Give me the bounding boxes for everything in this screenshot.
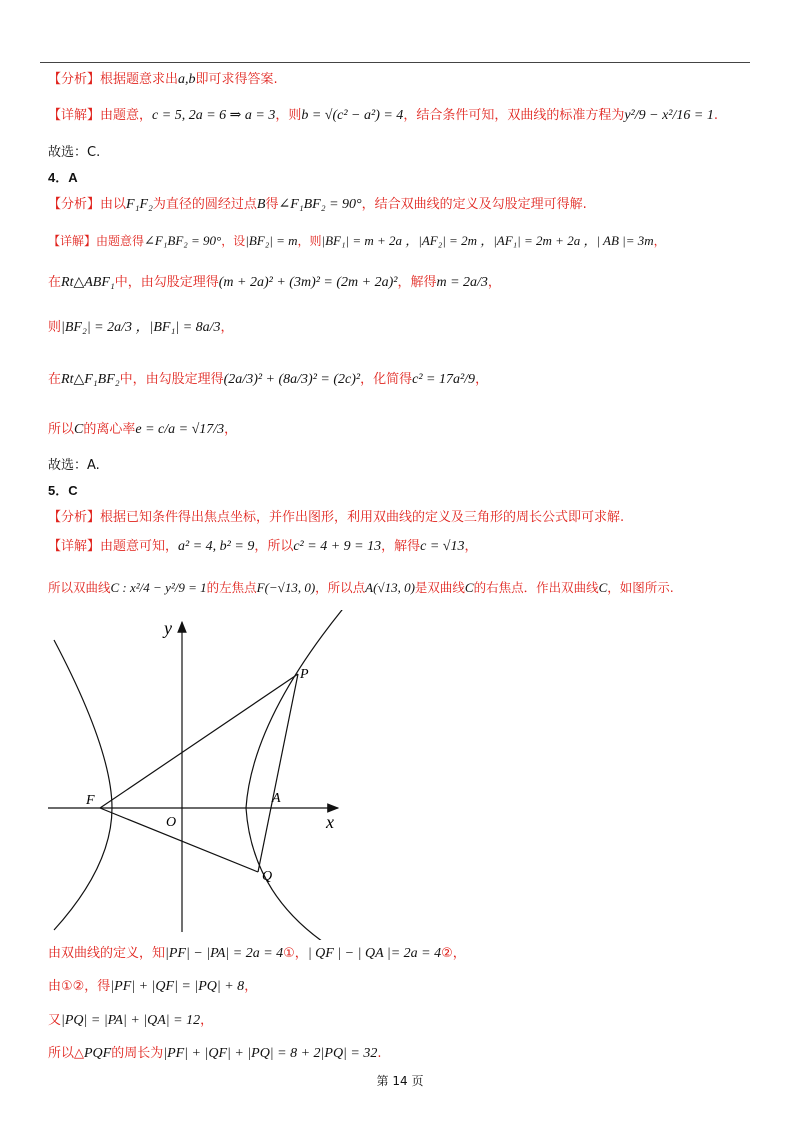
page-footer: 第 14 页 bbox=[376, 1074, 424, 1088]
analysis-tag: 【分析】 bbox=[48, 510, 101, 525]
analysis-line-3 bbox=[48, 70, 278, 90]
label-Q: Q bbox=[262, 869, 273, 884]
number: 5．C bbox=[48, 483, 78, 498]
text: 的离心率 bbox=[83, 422, 136, 437]
math: a² = 4, b² = 9 bbox=[178, 539, 255, 554]
text: 中，由勾股定理得 bbox=[114, 275, 219, 290]
problem-number-5 bbox=[48, 481, 78, 502]
text: ，设 bbox=[221, 234, 246, 248]
label-x: x bbox=[326, 812, 334, 832]
label-F: F bbox=[86, 793, 95, 808]
number: 4．A bbox=[48, 170, 78, 185]
label-P: P bbox=[300, 667, 309, 682]
text: ，结合条件可知，双曲线的标准方程为 bbox=[403, 108, 625, 123]
math: C : x²/4 − y²/9 = 1 bbox=[110, 580, 207, 595]
math: F(−√13, 0) bbox=[256, 580, 316, 595]
math: |PF| + |QF| = |PQ| + 8 bbox=[110, 979, 245, 994]
detail-line-4 bbox=[48, 231, 666, 251]
text: ， bbox=[475, 372, 489, 387]
text: . bbox=[713, 108, 718, 123]
text: 故选：A. bbox=[48, 458, 100, 473]
analysis-tag: 【分析】 bbox=[48, 72, 101, 87]
text: 是双曲线 bbox=[414, 580, 465, 595]
math: m = 2a/3 bbox=[436, 275, 488, 290]
text: ①， bbox=[283, 946, 308, 961]
math: |PQ| = |PA| + |QA| = 12 bbox=[61, 1013, 201, 1028]
math: C bbox=[598, 580, 608, 595]
text: ，解得 bbox=[397, 275, 437, 290]
text: ，所以点 bbox=[315, 580, 366, 595]
math: ∠F₁BF₂ = 90° bbox=[144, 233, 222, 248]
text: 又 bbox=[48, 1013, 62, 1028]
text: ， bbox=[487, 275, 501, 290]
label-A: A bbox=[272, 791, 281, 806]
text: ②， bbox=[441, 946, 466, 961]
text: ， bbox=[244, 979, 258, 994]
math: b = √(c² − a²) = 4 bbox=[301, 108, 404, 123]
text: ，所以 bbox=[254, 539, 294, 554]
math: c = √13 bbox=[420, 539, 465, 554]
text: ，如图所示. bbox=[607, 580, 674, 595]
detail-tag: 【详解】 bbox=[48, 234, 97, 248]
text: ， bbox=[464, 539, 478, 554]
label-O: O bbox=[166, 815, 177, 830]
segment-FQ bbox=[100, 808, 258, 872]
text: 的右焦点．作出双曲线 bbox=[473, 580, 599, 595]
text: 由双曲线的定义，知 bbox=[48, 946, 166, 961]
text: 在 bbox=[48, 372, 62, 387]
hyperbola-right-branch bbox=[246, 610, 346, 940]
text: 得 bbox=[265, 197, 279, 212]
detail-line-5b bbox=[48, 578, 674, 598]
segment-FP bbox=[100, 674, 298, 808]
math: Rt△F₁BF₂ bbox=[61, 372, 120, 387]
hyperbola-figure bbox=[40, 610, 360, 940]
analysis-tag: 【分析】 bbox=[48, 197, 101, 212]
analysis-line-5 bbox=[48, 508, 624, 528]
detail-line-4d bbox=[48, 370, 488, 390]
segment-PQ bbox=[258, 674, 298, 872]
detail-line-5 bbox=[48, 537, 478, 557]
text: 所以双曲线 bbox=[48, 580, 111, 595]
math: Rt△ABF₁ bbox=[61, 275, 115, 290]
text: 根据已知条件得出焦点坐标，并作出图形，利用双曲线的定义及三角形的周长公式即可求解. bbox=[100, 510, 625, 525]
text: ， bbox=[200, 1013, 214, 1028]
detail-tag: 【详解】 bbox=[48, 539, 101, 554]
math: |PF| − |PA| = 2a = 4 bbox=[165, 946, 284, 961]
hyperbola-left-branch bbox=[54, 640, 112, 930]
text: 在 bbox=[48, 275, 62, 290]
text: 根据题意求出 bbox=[100, 72, 179, 87]
label-y: y bbox=[164, 618, 172, 638]
math: |BF₁| = m + 2a ，|AF₂| = 2m ，|AF₁| = 2m + 2a ，| AB |= 3m bbox=[321, 233, 654, 248]
text: 为直径的圆经过点 bbox=[152, 197, 257, 212]
text: 由①②，得 bbox=[48, 979, 111, 994]
math: a,b bbox=[178, 72, 196, 87]
text: ， bbox=[220, 320, 234, 335]
detail-line-5d bbox=[48, 977, 257, 997]
text: 故选：C. bbox=[48, 145, 101, 160]
detail-line-3 bbox=[48, 106, 718, 126]
answer-line-4 bbox=[48, 456, 100, 476]
text: 的左焦点 bbox=[206, 580, 257, 595]
header-rule bbox=[40, 62, 750, 63]
answer-line-3 bbox=[48, 143, 100, 163]
math: | QF | − | QA |= 2a = 4 bbox=[307, 946, 442, 961]
math: y²/9 − x²/16 = 1 bbox=[624, 108, 714, 123]
math: A(√13, 0) bbox=[365, 580, 415, 595]
text: 由以 bbox=[100, 197, 127, 212]
math: e = c/a = √17/3 bbox=[135, 422, 225, 437]
math: (2a/3)² + (8a/3)² = (2c)² bbox=[223, 372, 361, 387]
text: 则 bbox=[48, 320, 62, 335]
math: B bbox=[256, 197, 266, 212]
text: 由题意可知， bbox=[100, 539, 179, 554]
text: ，则 bbox=[297, 234, 322, 248]
detail-line-5c bbox=[48, 944, 466, 964]
text: ，解得 bbox=[381, 539, 421, 554]
detail-line-5f bbox=[48, 1044, 382, 1064]
text: ， bbox=[224, 422, 238, 437]
analysis-line-4 bbox=[48, 195, 587, 215]
detail-line-5e bbox=[48, 1011, 213, 1031]
text: ， bbox=[653, 234, 666, 248]
detail-line-4b bbox=[48, 273, 501, 293]
math: c² = 17a²/9 bbox=[412, 372, 476, 387]
detail-tag: 【详解】 bbox=[48, 108, 101, 123]
text: ，化简得 bbox=[360, 372, 413, 387]
math: C bbox=[464, 580, 474, 595]
math: |PF| + |QF| + |PQ| = 8 + 2|PQ| = 32 bbox=[163, 1046, 378, 1061]
text: 由题意， bbox=[100, 108, 153, 123]
text: 中，由勾股定理得 bbox=[119, 372, 224, 387]
math: F₁F₂ bbox=[126, 197, 153, 212]
text: 即可求得答案. bbox=[195, 72, 278, 87]
math: c = 5, 2a = 6 ⇒ a = 3 bbox=[152, 108, 276, 123]
math: c² = 4 + 9 = 13 bbox=[293, 539, 382, 554]
text: 所以 bbox=[48, 422, 75, 437]
text: ，则 bbox=[275, 108, 302, 123]
text: ，结合双曲线的定义及勾股定理可得解. bbox=[361, 197, 587, 212]
math: ∠F₁BF₂ = 90° bbox=[278, 197, 362, 212]
math: |BF₂| = 2a/3 ，|BF₁| = 8a/3 bbox=[61, 320, 221, 335]
text: 的周长为 bbox=[111, 1046, 164, 1061]
text: . bbox=[377, 1046, 382, 1061]
math: C bbox=[74, 422, 84, 437]
detail-line-4e bbox=[48, 420, 237, 440]
text: 由题意得 bbox=[96, 234, 145, 248]
problem-number-4 bbox=[48, 168, 78, 189]
math: |BF₂| = m bbox=[245, 233, 298, 248]
detail-line-4c bbox=[48, 318, 234, 338]
math: PQF bbox=[84, 1046, 112, 1061]
math: (m + 2a)² + (3m)² = (2m + 2a)² bbox=[218, 275, 398, 290]
text: 所以△ bbox=[48, 1046, 84, 1061]
